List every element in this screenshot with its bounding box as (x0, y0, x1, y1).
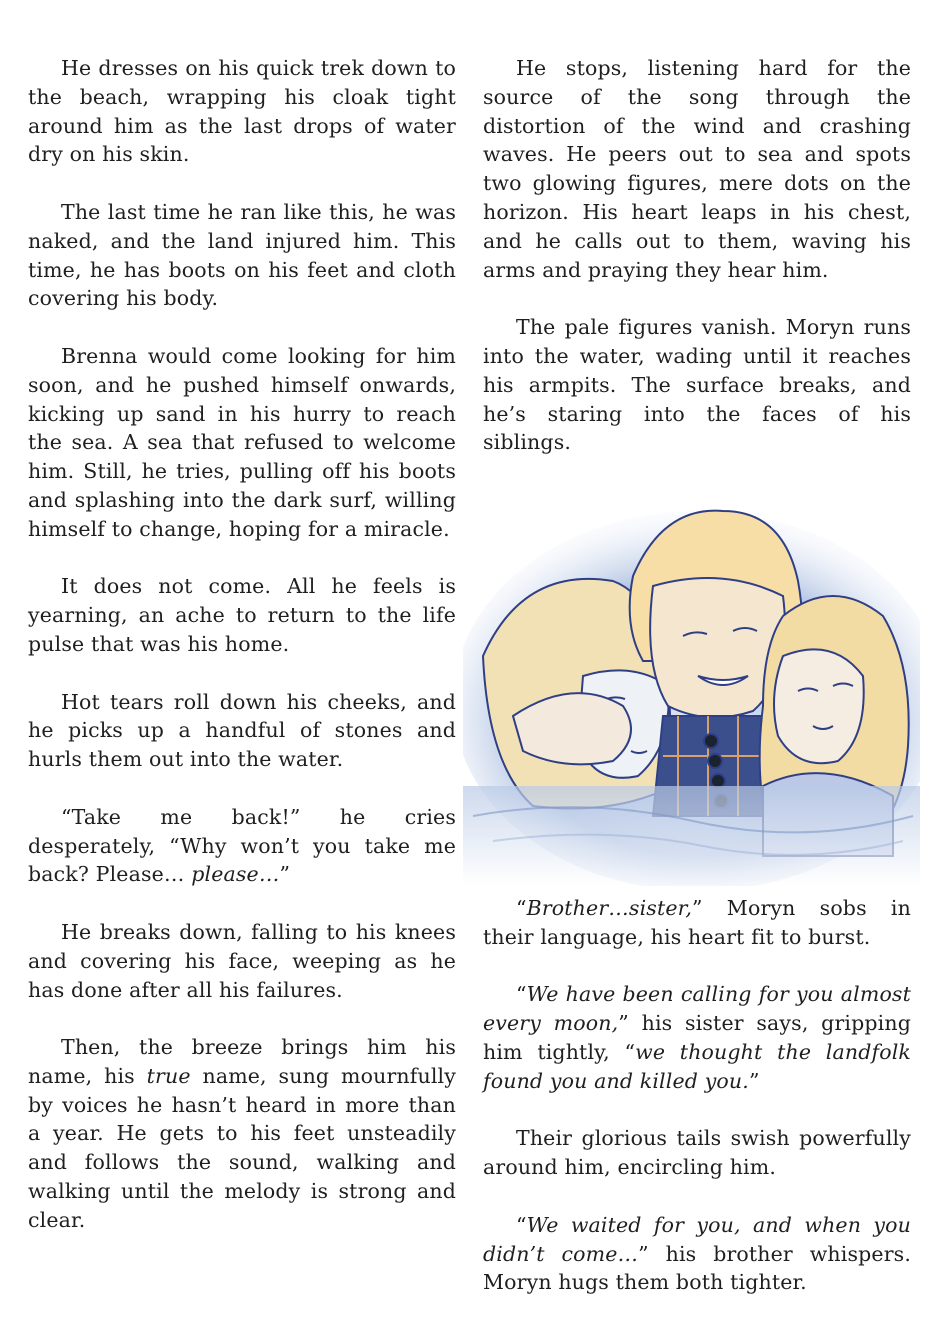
paragraph (483, 980, 911, 1095)
text-run: name, sung mournfully by voices he hasn’t heard in more than a year. He gets to his feet unsteadily and follows the sound, walking and walking until the melody is strong and clear. (28, 1063, 456, 1232)
paragraph (483, 1124, 911, 1182)
text-run: ” his sister says, gripping him tightly, “ (483, 1011, 911, 1064)
paragraph (28, 198, 456, 313)
text-run: The last time he ran like this, he was naked, and the land injured him. This time, he has boots on his feet and cloth covering his body. (28, 199, 456, 311)
text-run: “Take me back!” he cries desperately, “Why won’t you take me back? Please… (28, 804, 456, 887)
paragraph (28, 342, 456, 544)
text-run: He dresses on his quick trek down to the beach, wrapping his cloak tight around him as the last drops of water dry on his skin. (28, 56, 456, 167)
paragraph (28, 572, 456, 658)
paragraph (483, 313, 911, 457)
text-run: He breaks down, falling to his knees and covering his face, weeping as he has done after all his failures. (28, 919, 456, 1002)
text-run: Their glorious tails swish powerfully around him, encircling him. (483, 1126, 911, 1180)
paragraph (28, 688, 456, 774)
siblings-embrace-illustration (463, 486, 920, 886)
paragraph (28, 918, 456, 1004)
text-run: ” (748, 1068, 760, 1093)
left-column (28, 54, 456, 1263)
italic-run: please… (191, 862, 280, 887)
italic-run: We waited for you, and when you didn’t come… (483, 1212, 911, 1266)
text-run: ” his brother whispers. Moryn hugs them both tighter. (483, 1241, 911, 1295)
paragraph (483, 54, 911, 284)
paragraph (483, 894, 911, 952)
italic-run: We have been calling for you almost every moon, (483, 982, 911, 1036)
text-run: Then, the breeze brings him his name, his (28, 1035, 456, 1088)
italic-run: Brother…sister, (526, 895, 692, 920)
text-run: “ (516, 982, 527, 1007)
paragraph (483, 1211, 911, 1297)
text-run: Brenna would come looking for him soon, and he pushed himself onwards, kicking up sand in his hurry to reach the sea. A sea that refused to welcome him. Still, he tries, pulling off his boots and splashing into the dark surf, willing himself to change, hoping for a miracle. (28, 343, 456, 541)
text-run: Hot tears roll down his cheeks, and he picks up a handful of stones and hurls them out into the water. (28, 689, 456, 772)
text-run: “ (516, 895, 527, 920)
text-run: ” Moryn sobs in their language, his heart fit to burst. (483, 895, 911, 949)
italic-run: we thought the landfolk found you and killed you. (483, 1039, 911, 1093)
text-run: The pale figures vanish. Moryn runs into the water, wading until it reaches his armpits. The surface breaks, and he’s staring into the faces of his siblings. (483, 315, 911, 455)
right-column-top-text (483, 54, 911, 457)
right-column (483, 54, 911, 1326)
paragraph (28, 1033, 456, 1235)
text-run: “ (516, 1212, 527, 1237)
text-run: It does not come. All he feels is yearning, an ache to return to the life pulse that was his home. (28, 574, 456, 656)
italic-run: true (146, 1063, 191, 1088)
paragraph (28, 54, 456, 169)
text-run: He stops, listening hard for the source of the song through the distortion of the wind and crashing waves. He peers out to sea and spots two glowing figures, mere dots on the horizon. His heart leaps in his chest, and he calls out to them, waving his arms and praying they hear him. (483, 56, 911, 282)
paragraph (28, 803, 456, 889)
text-run: ” (279, 862, 291, 887)
right-column-bottom-text (483, 894, 911, 1297)
